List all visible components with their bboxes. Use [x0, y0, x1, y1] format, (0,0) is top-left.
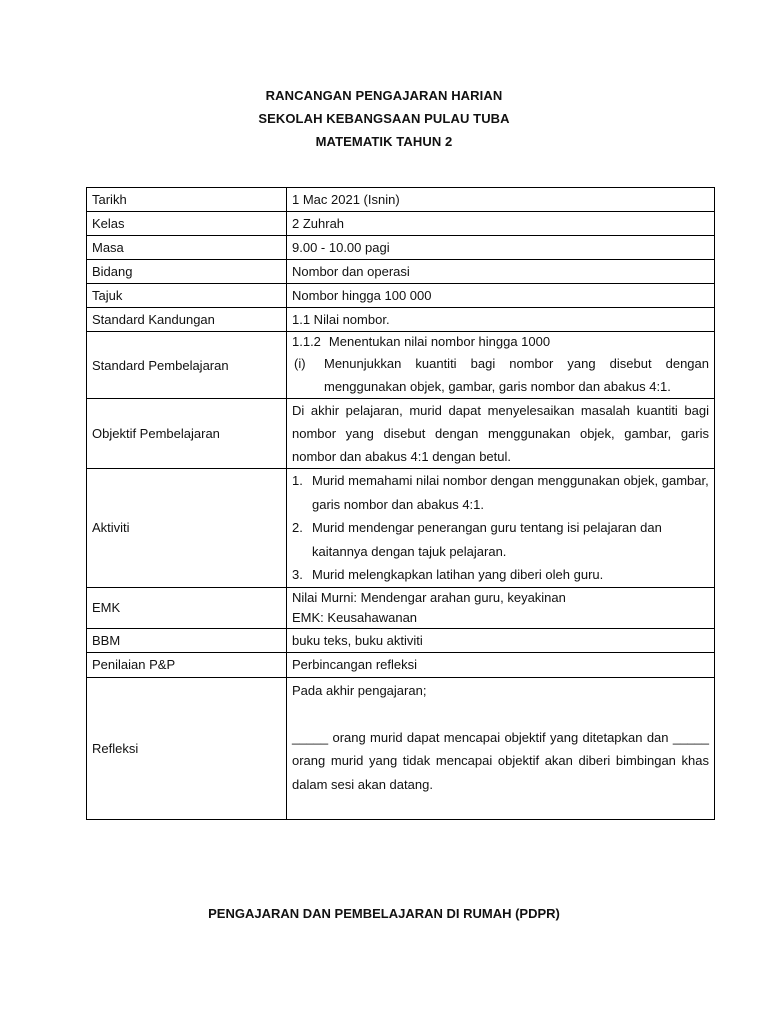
label-bidang: Bidang	[87, 260, 287, 284]
header-school-name: SEKOLAH KEBANGSAAN PULAU TUBA	[258, 111, 510, 126]
value-kelas: 2 Zuhrah	[287, 212, 715, 236]
pdpr-heading: PENGAJARAN DAN PEMBELAJARAN DI RUMAH (PDPR)	[208, 906, 560, 921]
value-tarikh: 1 Mac 2021 (Isnin)	[287, 188, 715, 212]
lesson-plan-table	[86, 187, 715, 820]
label-tajuk: Tajuk	[87, 284, 287, 308]
label-bbm: BBM	[87, 628, 287, 652]
value-bidang: Nombor dan operasi	[287, 260, 715, 284]
aktiviti-item-number: 3.	[292, 567, 303, 582]
row-aktiviti	[87, 469, 715, 588]
value-standard-kandungan: 1.1 Nilai nombor.	[287, 308, 715, 332]
row-tarikh	[87, 188, 715, 212]
row-penilaian	[87, 652, 715, 677]
label-tarikh: Tarikh	[87, 188, 287, 212]
header-subject: MATEMATIK TAHUN 2	[315, 134, 453, 149]
sp-text: Menentukan nilai nombor hingga 1000	[328, 334, 551, 349]
aktiviti-item-text: Murid mendengar penerangan guru tentang isi pelajaran dan kaitannya dengan tajuk pelajaran.	[312, 520, 662, 559]
label-objektif: Objektif Pembelajaran	[87, 399, 287, 469]
emk-keusahawanan: EMK: Keusahawanan	[292, 609, 418, 625]
row-bbm	[87, 628, 715, 652]
value-aktiviti	[287, 469, 715, 588]
label-standard-pembelajaran: Standard Pembelajaran	[87, 332, 287, 399]
row-bidang	[87, 260, 715, 284]
sp-main-line	[292, 332, 709, 352]
aktiviti-item	[292, 516, 709, 563]
refleksi-intro: Pada akhir pengajaran;	[292, 682, 427, 698]
row-emk	[87, 587, 715, 628]
value-penilaian: Perbincangan refleksi	[287, 652, 715, 677]
row-standard-kandungan	[87, 308, 715, 332]
value-emk	[287, 587, 715, 628]
aktiviti-item	[292, 469, 709, 516]
refleksi-body: _____ orang murid dapat mencapai objektif yang ditetapkan dan _____ orang murid yang tidak mencapai objektif akan diberi bimbingan khas dalam sesi akan datang.	[292, 729, 709, 792]
row-masa	[87, 236, 715, 260]
aktiviti-item	[292, 563, 709, 587]
row-refleksi	[87, 677, 715, 819]
value-bbm: buku teks, buku aktiviti	[287, 628, 715, 652]
value-tajuk: Nombor hingga 100 000	[287, 284, 715, 308]
row-tajuk	[87, 284, 715, 308]
header-title-line-1: RANCANGAN PENGAJARAN HARIAN	[265, 88, 503, 103]
value-masa: 9.00 - 10.00 pagi	[287, 236, 715, 260]
sp-code: 1.1.2	[292, 334, 321, 349]
sp-sub-text: Menunjukkan kuantiti bagi nombor yang disebut dengan menggunakan objek, gambar, garis nombor dan abakus 4:1.	[324, 356, 709, 394]
sp-sub-marker: (i)	[294, 356, 306, 371]
label-masa: Masa	[87, 236, 287, 260]
value-objektif: Di akhir pelajaran, murid dapat menyelesaikan masalah kuantiti bagi nombor yang disebut dengan menggunakan objek, gambar, garis nombor dan abakus 4:1 dengan betul.	[287, 399, 715, 469]
row-objektif	[87, 399, 715, 469]
label-emk: EMK	[87, 587, 287, 628]
label-standard-kandungan: Standard Kandungan	[87, 308, 287, 332]
aktiviti-item-number: 1.	[292, 473, 303, 488]
label-aktiviti: Aktiviti	[87, 469, 287, 588]
row-kelas	[87, 212, 715, 236]
aktiviti-item-text: Murid memahami nilai nombor dengan menggunakan objek, gambar, garis nombor dan abakus 4:1.	[312, 473, 709, 512]
aktiviti-item-text: Murid melengkapkan latihan yang diberi oleh guru.	[312, 567, 604, 582]
emk-nilai-murni: Nilai Murni: Mendengar arahan guru, keyakinan	[292, 589, 566, 605]
value-standard-pembelajaran	[287, 332, 715, 399]
value-refleksi	[287, 677, 715, 819]
aktiviti-item-number: 2.	[292, 520, 303, 535]
label-refleksi: Refleksi	[87, 677, 287, 819]
label-penilaian: Penilaian P&P	[87, 652, 287, 677]
row-standard-pembelajaran	[87, 332, 715, 399]
label-kelas: Kelas	[87, 212, 287, 236]
sp-sub-item	[292, 352, 709, 398]
